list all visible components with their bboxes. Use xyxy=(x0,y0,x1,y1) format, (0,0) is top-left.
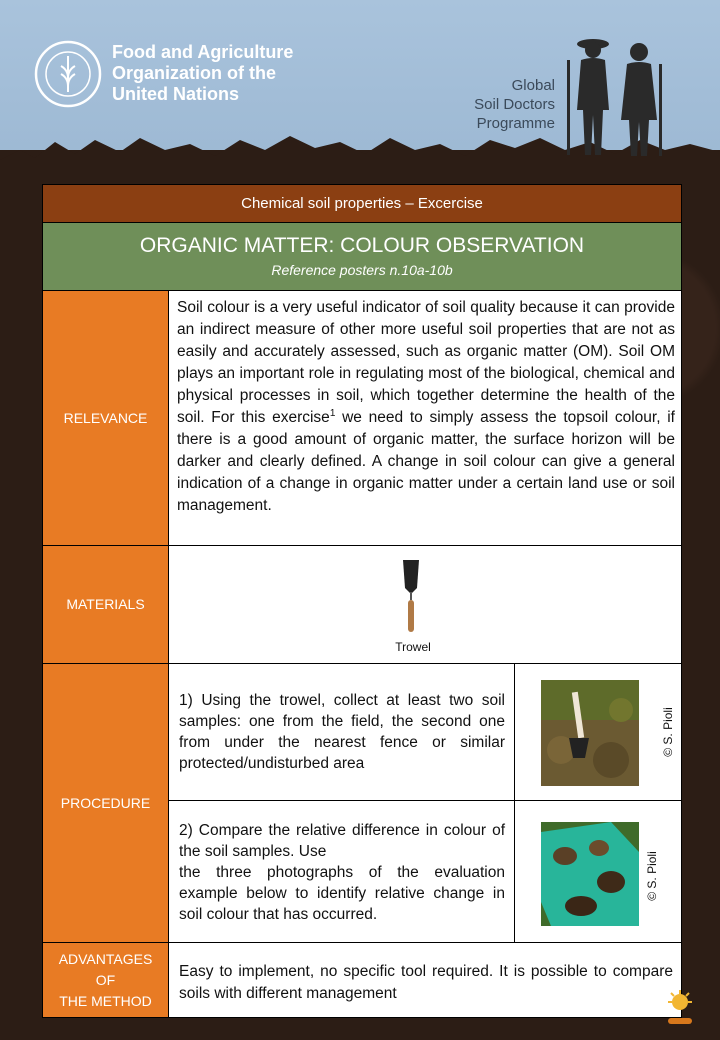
relevance-label: RELEVANCE xyxy=(43,291,169,545)
advantages-label xyxy=(43,943,169,1017)
fao-logo xyxy=(34,40,102,108)
exercise-card xyxy=(42,184,682,1018)
category-header: Chemical soil properties – Excercise xyxy=(43,185,681,223)
advantages-label-line: OF xyxy=(95,971,116,988)
procedure-label: PROCEDURE xyxy=(43,664,169,942)
programme-line: Global xyxy=(511,77,555,94)
fao-organization-name xyxy=(112,42,293,105)
org-name-line: United Nations xyxy=(112,84,240,104)
photo-credit: © S. Pioli xyxy=(645,851,659,901)
footnote-marker: 1 xyxy=(329,408,336,419)
materials-row xyxy=(43,546,681,664)
relevance-row xyxy=(43,291,681,546)
trowel-icon xyxy=(399,558,423,634)
procedure-row xyxy=(43,664,681,943)
programme-line: Soil Doctors xyxy=(474,96,555,113)
org-name-line: Organization of the xyxy=(112,63,276,83)
relevance-text-end: we need to simply assess the topsoil colour, if there is a good amount of organic matter, the surface horizon will be darker and clearly defined. A change in soil colour can give a general indication of a change in organic matter under a certain land use or soil management. xyxy=(177,409,675,514)
advantages-label-line: ADVANTAGES xyxy=(58,950,153,967)
photo-credit: © S. Pioli xyxy=(661,707,675,757)
trowel-caption: Trowel xyxy=(395,640,431,654)
procedure-step-2-line-2: the three photographs of the evaluation example below to identify relative change in soil colour that has occurred. xyxy=(179,864,505,923)
title-header xyxy=(43,223,681,291)
soil-doctors-silhouette-icon xyxy=(555,30,675,160)
relevance-text xyxy=(177,297,675,517)
advantages-text: Easy to implement, no specific tool required. It is possible to compare soils with different management xyxy=(179,963,673,1002)
procedure-step-2 xyxy=(179,820,505,925)
programme-line: Programme xyxy=(476,115,555,132)
soil-samples-photo xyxy=(541,822,639,926)
advantages-row xyxy=(43,943,681,1017)
page-title: ORGANIC MATTER: COLOUR OBSERVATION xyxy=(139,234,585,257)
page-subtitle: Reference posters n.10a-10b xyxy=(271,262,453,278)
programme-name xyxy=(470,76,555,133)
procedure-step-2-line-1: 2) Compare the relative difference in colour of the soil samples. Use xyxy=(179,822,505,860)
trowel-in-field-photo xyxy=(541,680,639,786)
procedure-step-divider xyxy=(169,800,681,801)
org-name-line: Food and Agriculture xyxy=(112,42,294,62)
advantages-label-line: THE METHOD xyxy=(59,992,152,1009)
sun-mascot-icon xyxy=(664,990,694,1026)
procedure-column-divider xyxy=(514,664,515,942)
procedure-step-1: 1) Using the trowel, collect at least two soil samples: one from the field, the second one from under the nearest fence or similar protected/undisturbed area xyxy=(179,692,505,772)
materials-label: MATERIALS xyxy=(43,546,169,663)
relevance-text-main: Soil colour is a very useful indicator of soil quality because it can provide an indirect measure of other more useful soil properties that are not as easily and accurately assessed, such as organic matter (OM). Soil OM plays an important role in regulating most of the biological, chemical and physical processes in soil, which together determine the health of the soil. For this exercise xyxy=(177,299,675,426)
